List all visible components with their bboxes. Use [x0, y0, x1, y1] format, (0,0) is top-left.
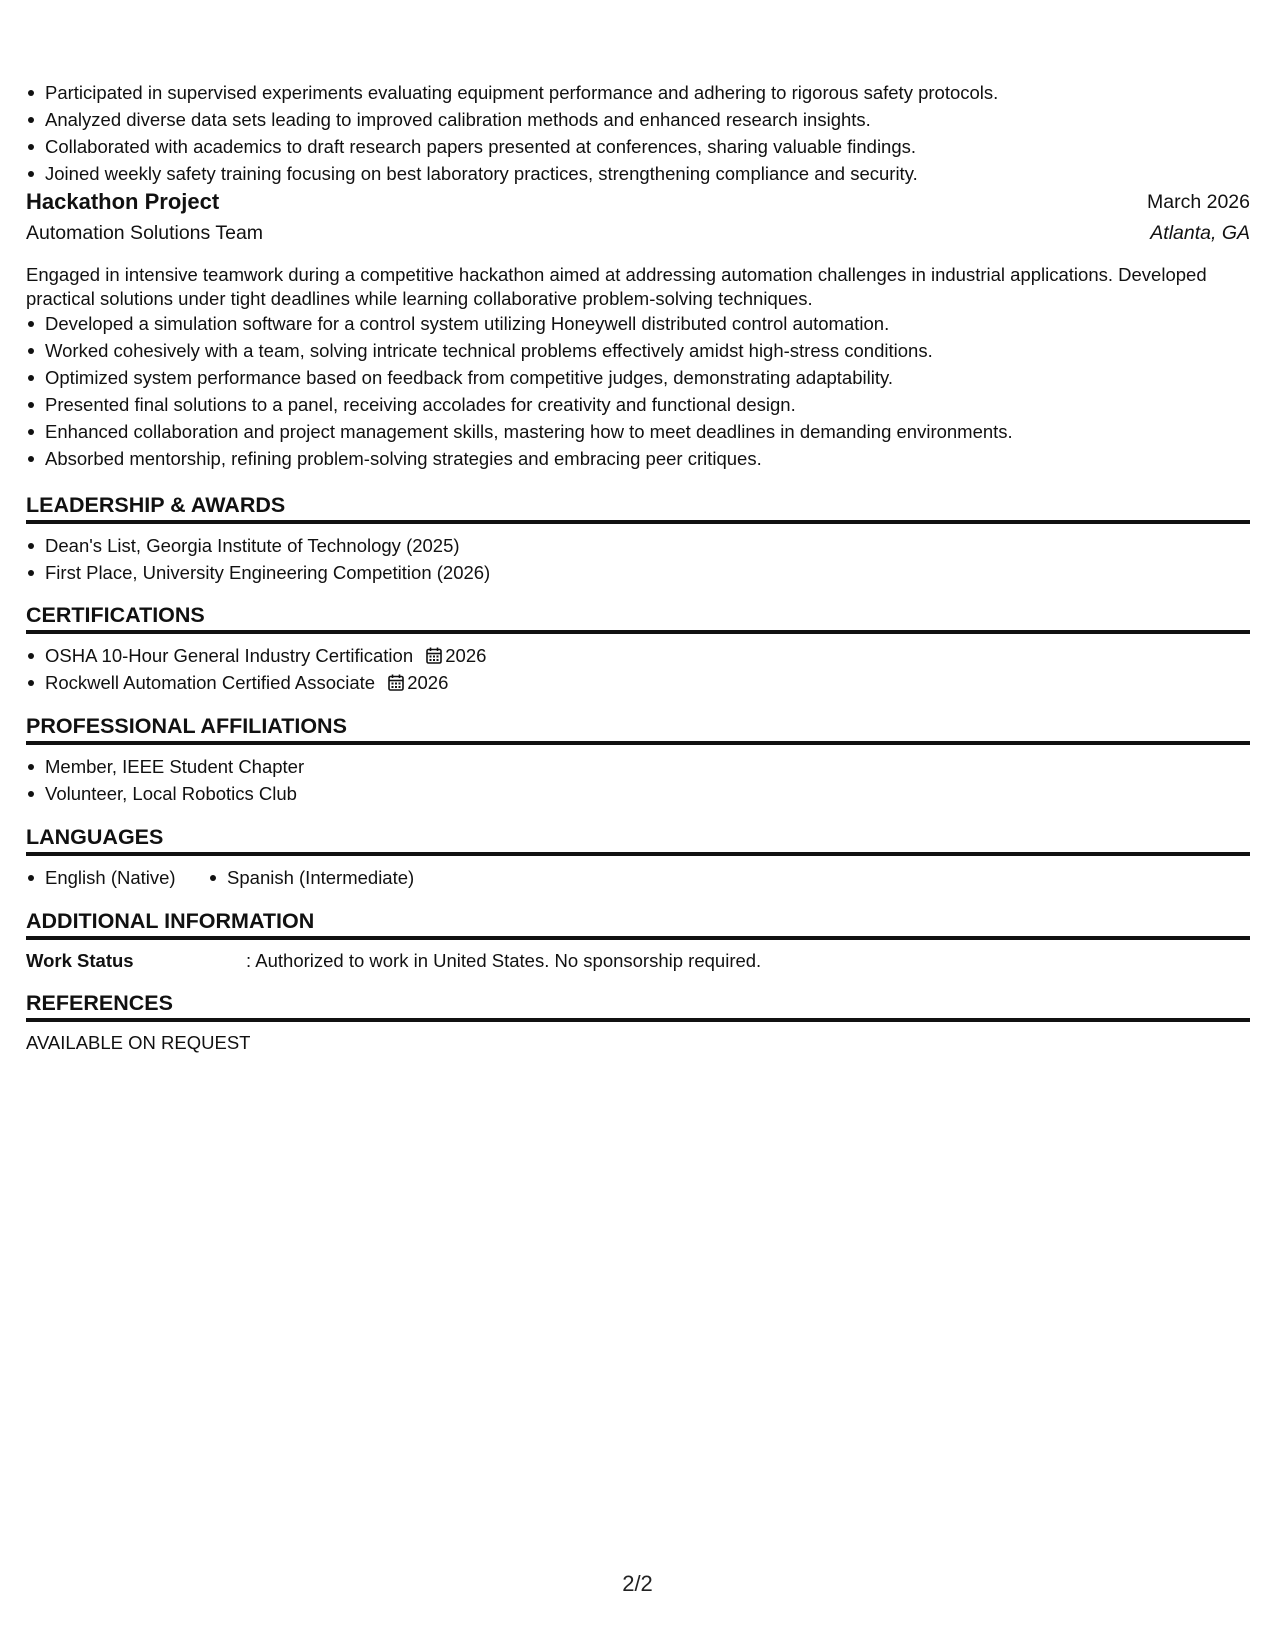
- certification-year: 2026: [407, 672, 449, 693]
- list-item: Presented final solutions to a panel, receiving accolades for creativity and functional design.: [26, 391, 1013, 418]
- list-item: English (Native): [26, 864, 176, 891]
- work-status-value: : Authorized to work in United States. No sponsorship required.: [246, 950, 762, 971]
- list-item: [26, 642, 486, 669]
- page-number: 2/2: [622, 1571, 653, 1596]
- list-item: Worked cohesively with a team, solving intricate technical problems effectively amidst high-stress conditions.: [26, 337, 1013, 364]
- entry-organization: Automation Solutions Team: [26, 222, 264, 244]
- section-title-certifications: CERTIFICATIONS: [26, 601, 1250, 634]
- certification-name: Rockwell Automation Certified Associate: [45, 672, 376, 693]
- leadership-list: [26, 532, 490, 586]
- entry-location: Atlanta, GA: [1150, 222, 1250, 244]
- list-item: Developed a simulation software for a control system utilizing Honeywell distributed control automation.: [26, 310, 1013, 337]
- section-title-languages: LANGUAGES: [26, 823, 1250, 856]
- calendar-icon: [388, 674, 404, 691]
- list-item: Member, IEEE Student Chapter: [26, 753, 304, 780]
- entry-date: March 2026: [1147, 191, 1250, 213]
- section-title-leadership: LEADERSHIP & AWARDS: [26, 491, 1250, 524]
- hackathon-bullets: [26, 310, 1013, 472]
- list-item: Dean's List, Georgia Institute of Technology (2025): [26, 532, 490, 559]
- work-status-label: Work Status: [26, 950, 134, 971]
- section-title-affiliations: PROFESSIONAL AFFILIATIONS: [26, 712, 1250, 745]
- previous-entry-bullets: [26, 79, 998, 187]
- list-item: Spanish (Intermediate): [208, 864, 414, 891]
- list-item: Collaborated with academics to draft research papers presented at conferences, sharing valuable findings.: [26, 133, 998, 160]
- languages-list: [26, 864, 442, 891]
- list-item: Joined weekly safety training focusing on best laboratory practices, strengthening compliance and security.: [26, 160, 998, 187]
- list-item: Absorbed mentorship, refining problem-solving strategies and embracing peer critiques.: [26, 445, 1013, 472]
- entry-title: Hackathon Project: [26, 189, 220, 214]
- certifications-list: [26, 642, 486, 696]
- certification-name: OSHA 10-Hour General Industry Certification: [45, 645, 414, 666]
- list-item: Analyzed diverse data sets leading to improved calibration methods and enhanced research insights.: [26, 106, 998, 133]
- list-item: First Place, University Engineering Competition (2026): [26, 559, 490, 586]
- section-title-additional: ADDITIONAL INFORMATION: [26, 907, 1250, 940]
- list-item: Optimized system performance based on feedback from competitive judges, demonstrating adaptability.: [26, 364, 1013, 391]
- references-text: AVAILABLE ON REQUEST: [26, 1032, 251, 1053]
- calendar-icon: [426, 647, 442, 664]
- affiliations-list: [26, 753, 304, 807]
- certification-year: 2026: [445, 645, 487, 666]
- list-item: Participated in supervised experiments evaluating equipment performance and adhering to rigorous safety protocols.: [26, 79, 998, 106]
- section-title-references: REFERENCES: [26, 989, 1250, 1022]
- list-item: Enhanced collaboration and project management skills, mastering how to meet deadlines in demanding environments.: [26, 418, 1013, 445]
- list-item: [26, 669, 486, 696]
- list-item: Volunteer, Local Robotics Club: [26, 780, 304, 807]
- work-status-row: [26, 948, 761, 974]
- entry-summary: Engaged in intensive teamwork during a competitive hackathon aimed at addressing automation challenges in industrial applications. Developed practical solutions under tight deadlines while learning collaborative problem-solving techniques.: [26, 264, 1207, 309]
